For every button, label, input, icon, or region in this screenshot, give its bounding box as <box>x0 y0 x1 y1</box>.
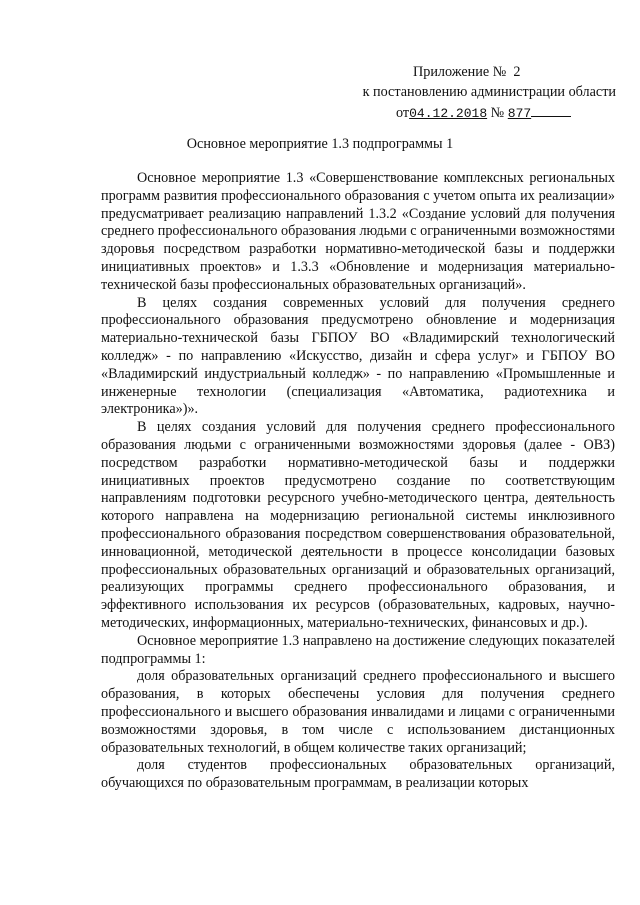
body-text <box>101 170 615 793</box>
appendix-line <box>316 62 616 82</box>
paragraph-2: В целях создания современных условий для получения среднего профессионального образования предусмотрено обновление и модернизация материально-технической базы ГБПОУ ВО «Владимирский технологический колледж» - по направлению «Искусство, дизайн и сфера услуг» и ГБПОУ ВО «Владимирский индустриальный колледж» - по направлению «Промышленные и инженерные технологии (специализация «Автоматика, радиотехника и электроника»)». <box>101 294 615 418</box>
appendix-label: Приложение № <box>413 64 507 80</box>
paragraph-6: доля студентов профессиональных образовательных организаций, обучающихся по образовательным программам, в реализации которых <box>101 757 615 792</box>
decree-number: 877 <box>507 106 532 121</box>
decree-date: 04.12.2018 <box>409 106 488 121</box>
section-title: Основное мероприятие 1.3 подпрограммы 1 <box>186 136 454 152</box>
document-header <box>316 62 616 124</box>
date-number-line <box>316 102 616 124</box>
paragraph-4: Основное мероприятие 1.3 направлено на достижение следующих показателей подпрограммы 1: <box>101 632 615 667</box>
number-prefix: № <box>490 105 505 121</box>
number-underline <box>531 102 571 117</box>
date-prefix: от <box>396 105 410 121</box>
paragraph-1: Основное мероприятие 1.3 «Совершенствование комплексных региональных программ развития профессионального образования с учетом опыта их реализации» предусматривает реализацию направлений 1.3.2 «Создание условий для получения среднего профессионального образования людьми с ограниченными возможностями здоровья посредством разработки нормативно-методической базы и поддержки инициативных проектов» и 1.3.3 «Обновление и модернизация материально-технической базы профессиональных образовательных организаций». <box>101 170 615 293</box>
paragraph-3: В целях создания условий для получения среднего профессионального образования людьми с ограниченными возможностями здоровья (далее - ОВЗ) посредством разработки нормативно-методической базы и поддержки инициативных проектов предусмотрено создание по соответствующим направлениям подготовки ресурсного учебно-методического центра, деятельность которого направлена на модернизацию региональной системы инклюзивного профессионального образования посредством совершенствования образовательной, инновационной, методической деятельности в процессе консолидации базовых профессиональных образовательных организаций и образовательных организаций, реализующих программы среднего профессионального образования, и эффективного использования их ресурсов (образовательных, кадровых, научно-методических, информационных, материально-технических, финансовых и др.). <box>101 419 615 631</box>
decree-line: к постановлению администрации области <box>362 84 616 100</box>
paragraph-5: доля образовательных организаций среднего профессионального и высшего образования, в которых обеспечены условия для получения среднего профессионального и высшего образования инвалидами и лицами с ограниченными возможностями здоровья, в том числе с использованием дистанционных образовательных технологий, в общем количестве таких организаций; <box>101 668 615 756</box>
appendix-number: 2 <box>513 64 521 80</box>
